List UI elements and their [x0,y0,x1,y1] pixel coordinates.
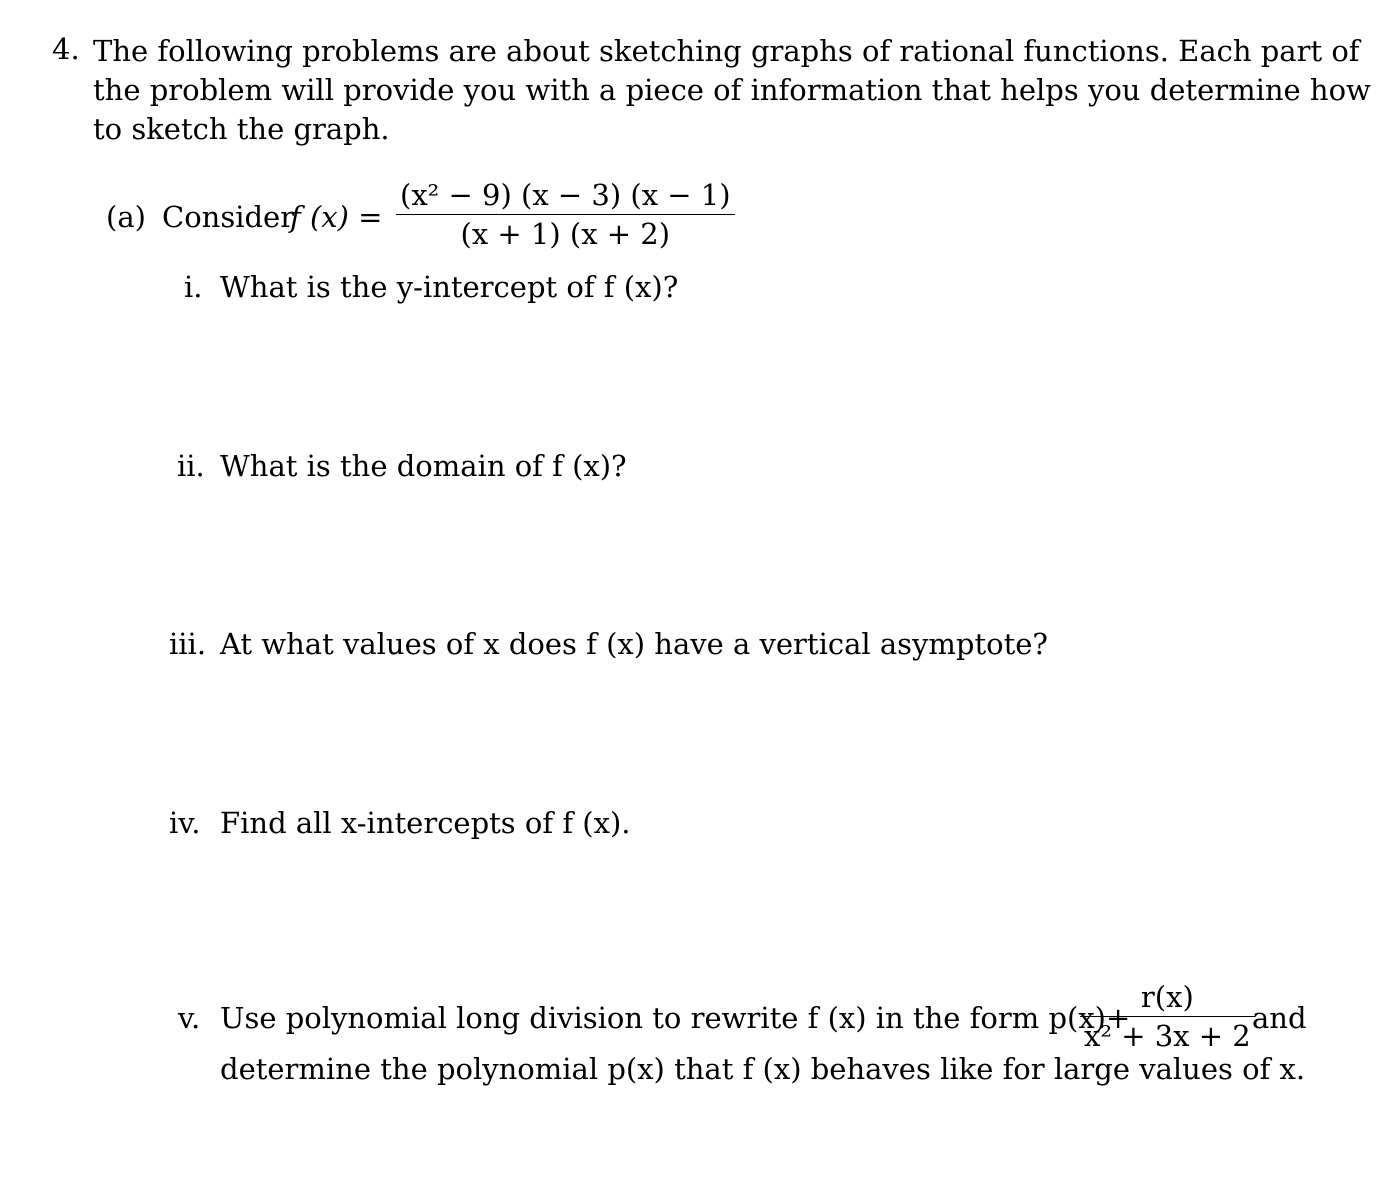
fraction-denominator: (x + 1) (x + 2) [460,217,671,251]
intro-line: the problem will provide you with a piece of information that helps you determine how [93,73,1371,107]
question-i-text: What is the y-intercept of f (x)? [220,270,679,304]
question-v-label: v. [178,1001,201,1035]
part-a-lead: Consider [162,200,295,234]
part-a-function: f (x) = [290,200,383,234]
question-i-label: i. [184,270,203,304]
question-v-line2: determine the polynomial p(x) that f (x) behaves like for large values of x. [220,1052,1306,1086]
fraction-denominator: x² + 3x + 2 [1084,1019,1251,1053]
problem-number: 4. [52,32,80,66]
question-iv-text: Find all x-intercepts of f (x). [220,806,631,840]
question-ii-text: What is the domain of f (x)? [220,449,627,483]
question-v-text-after: and [1252,1001,1307,1035]
intro-line: to sketch the graph. [93,112,390,146]
fraction-numerator: r(x) [1080,980,1255,1017]
question-v-text-before: Use polynomial long division to rewrite f (x) in the form p(x)+ [220,1001,1131,1035]
question-iv-label: iv. [169,806,201,840]
problem-intro [93,32,1371,149]
question-iii-text: At what values of x does f (x) have a vertical asymptote? [220,627,1048,661]
part-a-label: (a) [106,200,146,234]
fraction-numerator: (x² − 9) (x − 3) (x − 1) [396,178,735,215]
part-a-fraction [396,178,735,251]
question-iii-label: iii. [169,627,207,661]
question-v-fraction [1080,980,1255,1053]
question-ii-label: ii. [177,449,205,483]
intro-line: The following problems are about sketching graphs of rational functions. Each part of [93,34,1360,68]
